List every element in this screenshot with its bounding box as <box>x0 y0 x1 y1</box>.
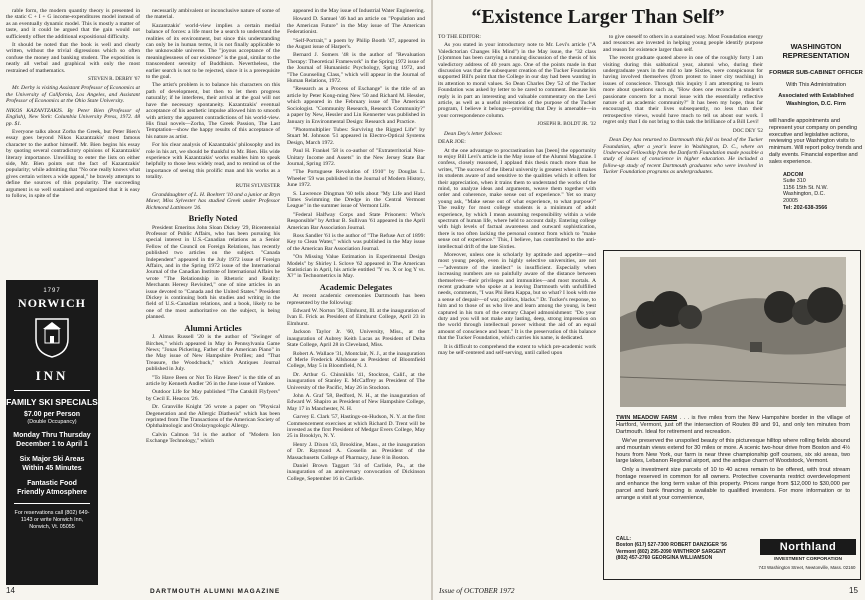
letter-paragraph: As you stated in your introductory note to Mr. Levi's article ("A Valedictorian Changes His Mind") in the May issue, the "32 class [c]ommon has been carrying a running discussion of the thesis of his valedictory address of 40 years ago. One of the points made in that discussion was that the subsequent creation of the Tucker Foundation supported Bill's point that the College in our day had been wanting in its attention to moral values. So Dean Charles Dey '52 of the Tucker Foundation was asked by letter to be cared to comment. Because his reply is in part an interesting and valuable commentary on the Levi article, as well as a useful reiteration of the purpose of the Tucker program, I believe it belongs—providing that Dey is amenable—in your correspondence column. <box>438 42 596 119</box>
norwich-inn-ad <box>6 280 98 585</box>
farm-ad-lead: TWIN MEADOW FARM <box>616 415 678 421</box>
letter-paragraph: It is difficult to comprehend the extent to which pre-academic work may be self-centered and self-serving, until called upon <box>438 343 596 357</box>
ad-specials: FAMILY SKI SPECIALS <box>6 397 98 407</box>
page-number: 14 <box>6 586 15 595</box>
alumni-paragraph: appeared in the May issue of Industrial Water Engineering. <box>293 8 425 14</box>
alumni-paragraph: "Photomultiplier Tubes: Surviving the Rigged Life" by Stuart M. Johnson '51 appeared in Electro-Optical Systems Design, March 1972. <box>287 126 425 146</box>
delegates-paragraph: Jackson Taylor Jr. '60, University, Miss., at the inauguration of Aubrey Keith Lucas as President of Delta State College, April 28 in Cleveland, Miss. <box>287 329 425 349</box>
right-page <box>433 0 865 600</box>
farm-ad-text: TWIN MEADOW FARM . . . is five miles from the New Hampshire border in the village of Hartford, Vermont, just off the intersection of Routes 89 and 91, and only ten minutes from Dartmouth. Ideal for retirement and recreation. We've preserved the unspoiled beauty of this picturesque hilltop where rolling fields abound and mountain views extend for 30 miles or more. A scenic two-hour drive from Boston and 4½ hours from New York, our farm is near three championship golf courses, six ski areas, two large lakes, Lebanon Regional airport, and the antique charm of Woodstock, Vermont. Only a investment size parcels of 10 to 40 acres remain to be offered, with trout stream frontage reserved in common for all owners. Protective covenants restrict overdevelopment and enhance the long term value of this property. Prices range from $12,000 to $30,000 per parcel and bank financing is available to qualified investors. For more information or to arrange a visit at your convenience, <box>616 415 850 501</box>
letter-paragraph: The recent graduate quoted above in one of the roughly forty I am visiting during this sabbatical year, alumni who, during their undergraduate years in the mid to late Sixties, were conspicuous for having involved themselves (from protest to inner city teaching) in issues of conscience. Through this inquiry I am attempting to learn more about questions such as, "How does one reconcile a student's passionate concern for a moral issue with the essentially reflective nature of an academic community?" It has been my hope, thus far encouraged, that their lives subsequently, no less than their retrospective views, would have much to tell us about our work. I regret only that I do not bring to this task the brilliance of a Bill Levi! <box>603 55 763 126</box>
alumni-articles-heading: Alumni Articles <box>184 322 242 333</box>
ad-firm: With This Administration <box>786 81 846 88</box>
review-paragraph: Kazantzakis' world-view implies a certain medial balance of forces: a life must be a search to understand the realities of its environment, but since this understanding can only be in human terms, it is not finally applicable to the unknowable universe. The "joyous acceptance of the meaninglessness of our existence" is the goal, similar to the transcendent serenity of Buddhism. Nevertheless, the earlier search is not to be rejected, since it is a prerequisite to the goal. <box>146 22 280 81</box>
delegates-paragraph: John A. Graf '58, Bedford, N. H., at the inauguration of Edward W. Shapiro as President of New Hampshire College, May 17 in Manchester, N. H. <box>287 392 425 412</box>
magazine-name: DARTMOUTH ALUMNI MAGAZINE <box>150 588 281 595</box>
alumni-paragraph: Calvin Calmon '34 is the author of "Modern Ion Exchange Technology," which <box>146 431 280 445</box>
alumni-paragraph: Ross Sandler '61 is the author of "The Refuse Act of 1899: Key to Clean Water," which was published in the May issue of the American Bar Association Journal. <box>287 233 425 252</box>
ad-dates: December 1 to April 1 <box>16 441 88 448</box>
delegates-paragraph: Dr. Arthur G. Chinniklis '41, Stockton, Calif., at the inauguration of Stanley E. McCaffrey as President of The University of the Pacific, May 26 in Stockton. <box>287 371 425 391</box>
alumni-paragraph: Bernard J. Somers '48 is the author of "Revaluation Therapy: Theoretical Framework" in the Spring 1972 issue of the Journal of Humanistic Psychology, Spring 1972, and "The Counseling Class," which will appear in the Journal of Human Relations, 1972. <box>287 52 425 85</box>
ad-title: WASHINGTON REPRESENTATION <box>782 42 850 60</box>
ad-inn: INN <box>35 368 69 383</box>
ad-address: ADCOM Suite 310 1156 15th St. N.W. Washington, D.C. 20005 Tel: 202-638-3566 <box>783 171 828 211</box>
alumni-paragraph: "Federal Halfway Corps and State Prisoners: Who's Responsible" by Arthur B. Sullivan '61 appeared in the April American Bar Association Journal. <box>287 211 425 231</box>
alumni-paragraph: "The Portuguese Revolution of 1910" by Douglas L. Wheeler '59 was published in the Journal of Modern History, June 1972. <box>287 169 425 189</box>
alumni-paragraph: Dr. Granville Knight '26 wrote a paper on "Physical Degeneration and the Allergic Diathesis" which has been reprinted from The Transactions of the American Society of Ophthalmologic and Otolaryngologic Allergy. <box>146 404 280 430</box>
reviewer-bio: Mr. Derby is visiting Assistant Professor of Economics at the University of California, Los Angeles, and Assistant Professor of Economics at the Ohio State University. <box>6 85 140 105</box>
left-column-1 <box>6 8 140 276</box>
letter-signature: DOC DEY '52 <box>732 127 763 134</box>
review-signature: STEVEN R. DERBY '67 <box>87 76 140 83</box>
alumni-paragraph: "Self-Portrait," a poem by Philip Booth '47, appeared in the August issue of Harper's. <box>287 37 425 51</box>
left-column-2 <box>146 8 280 578</box>
ad-days: Monday Thru Thursday <box>13 432 91 439</box>
left-page <box>0 0 432 600</box>
letter-column-2 <box>603 34 763 244</box>
left-column-3 <box>287 8 425 578</box>
farm-contacts: CALL: Boston (617) 527-7300 ROBERT DANZIGER '56 Vermont (802) 295-2090 WINTHROP SARGENT (802) 457-2760 GEORGINA WILLIAMSON <box>616 536 727 562</box>
letter-note: Dean Dey's letter follows: <box>444 130 503 137</box>
letter-paragraph: to give oneself to others in a sustained way. Most Foundation energy and resources are invested in helping young people identify purpose and reason for existence larger than self. <box>603 34 763 53</box>
farm-photo-icon <box>620 257 846 407</box>
inn-crest-icon <box>32 315 72 359</box>
alumni-paragraph: "To Have Been or Not To Have Been" is the title of an article by Kenneth Andler '26 in the June issue of Yankee. <box>146 374 280 387</box>
review-paragraph: The artist's problem is to balance his characters on this path of development, but then to let them progress naturally; if he interferes, their arrival at the goal will not have the necessary spontaneity. Kazantzakis' eventual acceptance of his aesthetic impulse allowed him to smooth with artistry the apparent contradictions of his world-view. His final novels—Zorba, The Greek Passion, The Last Temptation—show the happy results of this acceptance of his nature as artist. <box>146 82 280 140</box>
ad-assoc: Associated with Established Washington, D.C. Firm <box>778 93 854 107</box>
northland-sub: INVESTMENT CORPORATION <box>774 557 842 562</box>
ad-areas: Six Major Ski Areas Within 45 Minutes <box>19 456 85 472</box>
editor-note: Dean Dey has returned to Dartmouth this fall as head of the Tucker Foundation, after a year's leave in Washington, D. C., where on Underwood Fellowship from the Danforth Foundation made possible a study of issues of conscience in higher education. He included a follow-up study of recent Dartmouth graduates who were involved in Tucker Foundation programs as undergraduates. <box>603 137 763 176</box>
review-paragraph: For his clear analysis of Kazantzakis' philosophy and its role in his art, we should be thankful to Mr. Bien. His wide experience with Kazantzakis' works enables him to speak helpfully to those less widely read, and to remind us of the importance of seeing this prolific man and his works as a totality. <box>146 142 280 181</box>
reviewer-bio: Granddaughter of L. H. Boeltert '10 and a junior at Bryn Mawr, Miss Sylvester has studied Greek under Professor Richmond Lattimore '26. <box>146 191 280 211</box>
review-paragraph: It should be noted that the book is well and clearly written, without the trivial digressions which so often confuse the money and banking student. The exposition is neatly all verbal and graphical with only the most restrained of mathematics. <box>6 42 140 74</box>
letter-column-1 <box>438 34 596 579</box>
delegates-paragraph: Garvey E. Clark '57, Hastings-on-Hudson, N. Y. at the first Commencement exercises at which Richard D. Trent will be invested as the first President of Medgar Evers College, May 25 in Brooklyn, N. Y. <box>287 414 425 440</box>
ad-price: $7.00 per Person <box>23 411 81 418</box>
alumni-paragraph: Paul H. Frankel '58 is co-author of "Extraterritorial Non-Unitary Income and Assets" in the New Jersey State Bar Journal, Spring 1972. <box>287 148 425 167</box>
twin-meadow-farm-ad <box>603 250 861 580</box>
ad-body: will handle appointments and represent your company on pending executive and legislative actions, reviewing your Washington visits to minimum. Will report policy trends and daily events. Financial expertise and sales experience. <box>769 118 863 165</box>
issue-date: Issue of OCTOBER 1972 <box>439 586 515 595</box>
delegates-paragraph: Daniel Brown Taggart '34 of Carlisle, Pa., at the inauguration of an anniversary convocation of Dickinson College, September 16 in Carlisle. <box>287 463 425 482</box>
academic-delegates-heading: Academic Delegates <box>319 281 393 292</box>
delegates-paragraph: At recent academic ceremonies Dartmouth has been represented by the following: <box>287 293 425 306</box>
ad-atmosphere: Friendly Atmosphere <box>17 489 87 496</box>
alumni-paragraph: S. Lawrence Dingman '60 tells about "My Life and Hard Times Swimming the Dredge in the Central Vermont League" in the summer issue of Vermont Life. <box>287 190 425 210</box>
review-paragraph: necessarily ambivalent or inconclusive nature of some of the material. <box>146 8 280 21</box>
alumni-paragraph: J. Almus Russell '20 is the author of "Swinger of Birches," which appeared in May in Pennsylvania Game News; "Jonas Pickering, Father of the American Piano" in the May issue of New Hampshire Profiles; and "That Treasure, the Woodchuck," which Antiques Journal published in July. <box>146 334 280 373</box>
briefly-paragraph: President Emeritus John Sloan Dickey '29, Bicentennial Professor of Public Affairs, who has been pursuing his special interest in U.S.-Canadian relations as a Senior Fellow of the Council on Foreign Relations, has recently published two articles on the subject. "Canada Independent" appeared in the July 1972 issue of Foreign Affairs, and in the Spring 1972 issue of the International Journal of the Canadian Institute of International Affairs he wrote "The Relationship in Rhetoric and Reality: Merchants Heresy Revisited," one of nine articles in an issue devoted to "Canada and the United States." President Dickey is continuing both his studies and writing in the field of U.S.-Canadian relations, and a book, likely to be one of the most authoritative on the subject, is being planned. <box>146 224 280 321</box>
ad-year: 1797 <box>43 288 61 294</box>
letter-signature: JOSEPH R. BOLDT JR. '32 <box>537 121 596 128</box>
ad-food: Fantastic Food <box>27 480 77 487</box>
review-paragraph: Everyone talks about Zorba the Greek, but Peter Bien's essay goes beyond Nikos Kazantzakis' most famous character to the author himself. Mr. Bien begins his essay by quoting several contradictory opinions of Kazantzakis' literary importance. Unwilling to enter the lists on either side, Mr. Bien points out the fact of Kazantzakis' popularity; while admitting that "No one really knows what gives certain writers a wide appeal," he bravely attempts to define the sources of this popularity. The succeeding argument is so well sustained and organized that it is easy to follow, in spite of the <box>6 128 140 199</box>
delegates-paragraph: Robert A. Wallace '31, Montclair, N. J., at the inauguration of Merle Frederick Allshouse as President of Bloomfield College, May 5 in Bloomfield, N. J. <box>287 350 425 370</box>
washington-ad <box>769 34 863 244</box>
northland-logo: Northland <box>760 539 856 555</box>
review-signature: RUTH SYLVESTER <box>235 182 280 189</box>
alumni-paragraph: Howard D. Samuel '46 had an article on "Population and the American Future" in the May issue of The American Federationist. <box>287 16 425 36</box>
ad-name: NORWICH <box>18 296 86 310</box>
ad-sub: FORMER SUB-CABINET OFFICER <box>769 70 863 76</box>
delegates-paragraph: Edward W. Norton '36, Elmhurst, Ill. at the inauguration of Ivan E. Frick as President of Elmhurst College, April 23 in Elmhurst. <box>287 308 425 327</box>
review-paragraph: rable form, the modern quantity theory is presented in the static C + I + G income-expenditures model instead of as an eventually dynamic model. This is mostly a matter of taste, and it could be argued that the gain would not sufficiently offset the additional expositional difficulty. <box>6 8 140 40</box>
letter-paragraph: At the one advantage to procrastination has [been] the opportunity to enjoy Bill Levi's article in the May issue of the Alumni Magazine. I confess, closely reasoned, I applaud this thesis much more than he writes, "The success of the liberal university is greatest when it makes its students aware of and sensitive to the qualities which it offers for their appreciation, when it trains them to understand the works of the mind, to analyze ideas and arguments, weave them together with order and coherence, make sense out of experience." Yet so many young ask, "Make sense out of what experience, to what purpose?" The reality for most college students is a minimum of adult experience, by which I mean assuming responsibility within a wide spectrum of human life, where held to account daily. Entering college with high levels of factual awareness and outward sophistication, there is too often lacking the personal context from which to "make sense out of experience." This, I believe, has contributed to the anti-intellectual drift of the late Sixties. <box>438 147 596 250</box>
briefly-noted-heading: Briefly Noted <box>188 213 238 224</box>
article-headline: “Existence Larger Than Self” <box>471 6 725 28</box>
page-number: 15 <box>849 586 858 595</box>
ad-contact: For reservations call (802) 649-1143 or write Norwich Inn, Norwich, Vt. 05055 <box>14 510 90 530</box>
alumni-paragraph: "Research as a Process of Exchange" is the title of an article by Peter Kong-ming New '50 and Richard M. Hessler, which appeared in the February issue of The American Sociologist. "Community Research, Research Community?" a paper by New, Hessler and Lin Kennerter was published in January in Environmental Design: Research and Practice. <box>287 86 425 125</box>
alumni-paragraph: "On Missing Value Estimation in Experimental Design Models" by Shirley I. Sclove '62 appeared in The American Statistician in April, his article entitled "Y vs. X or log Y vs. X?" in Technometrics in May. <box>287 254 425 280</box>
northland-address: 743 Washington Street, Newtonville, Mass. 02160 <box>758 565 856 570</box>
ad-occupancy: (Double Occupancy) <box>27 419 77 425</box>
delegates-paragraph: Henry J. Dixon '43, Brookline, Mass., at the inauguration of Dr. Raymond A. Gosselin as President of the Massachusetts College of Pharmacy, June 8 in Boston. <box>287 441 425 461</box>
letter-salutation: DEAR JOE: <box>438 139 466 146</box>
letter-salutation: TO THE EDITOR: <box>438 34 481 40</box>
letter-paragraph: Moreover, unless one is scholarly by aptitude and appetite—and most young people, even in highly selective universities, are not—"adventure of the intellect" is insufficient. Especially when increasing numbers are so painfully aware of the distance between themselves—their privileges and immunities—and most mortals. A recent graduate who spoke at a leaving Dartmouth with unfulfilled needs, comments, "I was Phi Beta Kappa, but so what? I look with me a sense of despair—of war, politics, blacks." Dr. Tucker's response, to him and to those of us who live and learn among the young, is best captured in his turn of the century Chapel admonishment: "Do your duty and you will not make any lasting, deep, strong impression on the world through intellectual power without the aid of an equal amount of conscience and heart." It is the preservation of this balance that the Tucker Foundation, which carries his name, is dedicated. <box>438 252 596 342</box>
alumni-paragraph: Outdoor Life for May published "The Catskill Flyfyers" by Cecil E. Heacox '26. <box>146 389 280 402</box>
book-title: NIKOS KAZANTZAKIS. By Peter Bien (Professor of English), New York: Columbia University Press, 1972. 48 pp. $1. <box>6 107 140 127</box>
